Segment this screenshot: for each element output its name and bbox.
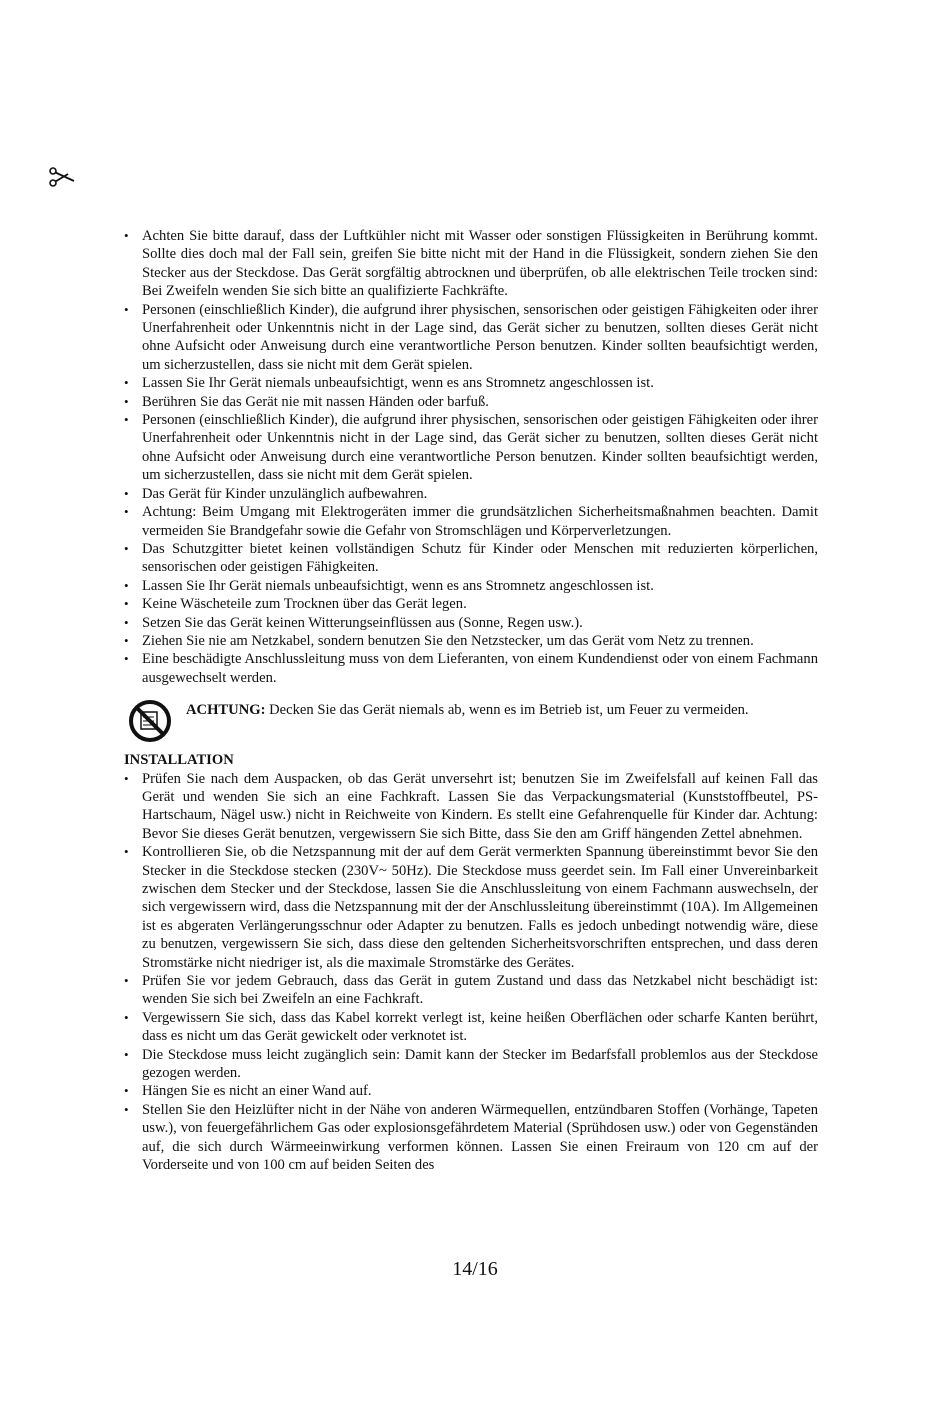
list-item: • Eine beschädigte Anschlussleitung muss von dem Lieferanten, von einem Kundendienst oder von einem Fachmann ausgewechselt werden. <box>124 650 818 687</box>
list-item: • Achten Sie bitte darauf, dass der Luftkühler nicht mit Wasser oder sonstigen Flüssigkeiten in Berührung kommt. Sollte dies doch mal der Fall sein, greifen Sie bitte nicht mit der Hand in die Flüssigkeit, sondern ziehen Sie den Stecker aus der Steckdose. Das Gerät sorgfältig abtrocknen und überprüfen, ob alle elektrischen Teile trocken sind: Bei Zweifeln wenden Sie sich bitte an qualifizierte Fachkräfte. <box>124 227 818 301</box>
safety-list <box>124 227 818 687</box>
list-item: • Keine Wäscheteile zum Trocknen über das Gerät legen. <box>124 595 818 613</box>
page-number: 14/16 <box>452 1258 498 1280</box>
list-item: • Prüfen Sie nach dem Auspacken, ob das Gerät unversehrt ist; benutzen Sie im Zweifelsfall auf keinen Fall das Gerät und wenden Sie sich an eine Fachkraft. Lassen Sie das Verpackungsmaterial (Kunststoffbeutel, PS- Hartschaum, Nägel usw.) nicht in Reichweite von Kindern. Es stellt eine Gefahrenquelle für Kinder dar. Achtung: Bevor Sie dieses Gerät benutzen, vergewissern Sie sich Bitte, dass Sie den am Griff hängenden Zettel abnehmen. <box>124 770 818 844</box>
document-body <box>124 227 818 1175</box>
list-item: • Das Schutzgitter bietet keinen vollständigen Schutz für Kinder oder Menschen mit reduzierten körperlichen, sensorischen oder geistigen Fähigkeiten. <box>124 540 818 577</box>
list-item: • Ziehen Sie nie am Netzkabel, sondern benutzen Sie den Netzstecker, um das Gerät vom Netz zu trennen. <box>124 632 818 650</box>
list-item: • Die Steckdose muss leicht zugänglich sein: Damit kann der Stecker im Bedarfsfall problemlos aus der Steckdose gezogen werden. <box>124 1046 818 1083</box>
list-item: • Achtung: Beim Umgang mit Elektrogeräten immer die grundsätzlichen Sicherheitsmaßnahmen beachten. Damit vermeiden Sie Brandgefahr sowie die Gefahr von Stromschlägen und Körperverletzungen. <box>124 503 818 540</box>
do-not-cover-icon <box>128 699 172 743</box>
list-item: • Berühren Sie das Gerät nie mit nassen Händen oder barfuß. <box>124 393 818 411</box>
list-item: • Hängen Sie es nicht an einer Wand auf. <box>124 1082 818 1100</box>
list-item: • Prüfen Sie vor jedem Gebrauch, dass das Gerät in gutem Zustand und dass das Netzkabel nicht beschädigt ist: wenden Sie sich bei Zweifeln an eine Fachkraft. <box>124 972 818 1009</box>
list-item: • Setzen Sie das Gerät keinen Witterungseinflüssen aus (Sonne, Regen usw.). <box>124 614 818 632</box>
installation-list <box>124 770 818 1175</box>
list-item: • Lassen Sie Ihr Gerät niemals unbeaufsichtigt, wenn es ans Stromnetz angeschlossen ist. <box>124 577 818 595</box>
list-item: • Lassen Sie Ihr Gerät niemals unbeaufsichtigt, wenn es ans Stromnetz angeschlossen ist. <box>124 374 818 392</box>
list-item: • Personen (einschließlich Kinder), die aufgrund ihrer physischen, sensorischen oder geistigen Fähigkeiten oder ihrer Unerfahrenheit oder Unkenntnis nicht in der Lage sind, das Gerät sicher zu benutzen, sollten dieses Gerät nicht ohne Aufsicht oder Anweisung durch eine verantwortliche Person benutzen. Kinder sollten beaufsichtigt werden, um sicherzustellen, dass sie nicht mit dem Gerät spielen. <box>124 411 818 485</box>
list-item: • Kontrollieren Sie, ob die Netzspannung mit der auf dem Gerät vermerkten Spannung übereinstimmt bevor Sie den Stecker in die Steckdose stecken (230V~ 50Hz). Die Steckdose muss geerdet sein. Im Fall einer Unvereinbarkeit zwischen dem Stecker und der Steckdose, lassen Sie die Anschlussleitung von einem Fachmann auswechseln, der sich vergewissern wird, dass die Netzspannung mit der der Anschlussleitung übereinstimmt (10A). Im Allgemeinen ist es abgeraten Verlängerungsschnur oder Adapter zu benutzen. Falls es jedoch unbedingt notwendig wäre, diese zu benutzen, vergewissern Sie sich, dass diese den geltenden Sicherheitsvorschriften entsprechen, und dass deren Stromstärke nicht niedriger ist, als die maximale Stromstärke des Gerätes. <box>124 843 818 972</box>
warning-text <box>186 701 826 719</box>
list-item: • Personen (einschließlich Kinder), die aufgrund ihrer physischen, sensorischen oder geistigen Fähigkeiten oder ihrer Unerfahrenheit oder Unkenntnis nicht in der Lage sind, das Gerät sicher zu benutzen, sollten dieses Gerät nicht ohne Aufsicht oder Anweisung durch eine verantwortliche Person benutzen. Kinder sollten beaufsichtigt werden, um sicherzustellen, dass sie nicht mit dem Gerät spielen. <box>124 301 818 375</box>
scissors-icon <box>48 165 78 189</box>
list-item: • Das Gerät für Kinder unzulänglich aufbewahren. <box>124 485 818 503</box>
warning-message: Decken Sie das Gerät niemals ab, wenn es im Betrieb ist, um Feuer zu vermeiden. <box>265 702 749 719</box>
list-item: • Vergewissern Sie sich, dass das Kabel korrekt verlegt ist, keine heißen Oberflächen oder scharfe Kanten berührt, dass es nicht um das Gerät gewickelt oder verknotet ist. <box>124 1009 818 1046</box>
list-item: • Stellen Sie den Heizlüfter nicht in der Nähe von anderen Wärmequellen, entzündbaren Stoffen (Vorhänge, Tapeten usw.), von feuergefährlichem Gas oder explosionsgefährdetem Material (Sprühdosen usw.) oder von Gegenständen auf, die sich durch Wärmeeinwirkung verformen können. Lassen Sie einen Freiraum von 120 cm auf der Vorderseite und von 100 cm auf beiden Seiten des <box>124 1101 818 1175</box>
warning-notice <box>124 695 818 747</box>
warning-label: ACHTUNG: <box>186 702 266 719</box>
section-heading-installation: INSTALLATION <box>124 752 234 769</box>
